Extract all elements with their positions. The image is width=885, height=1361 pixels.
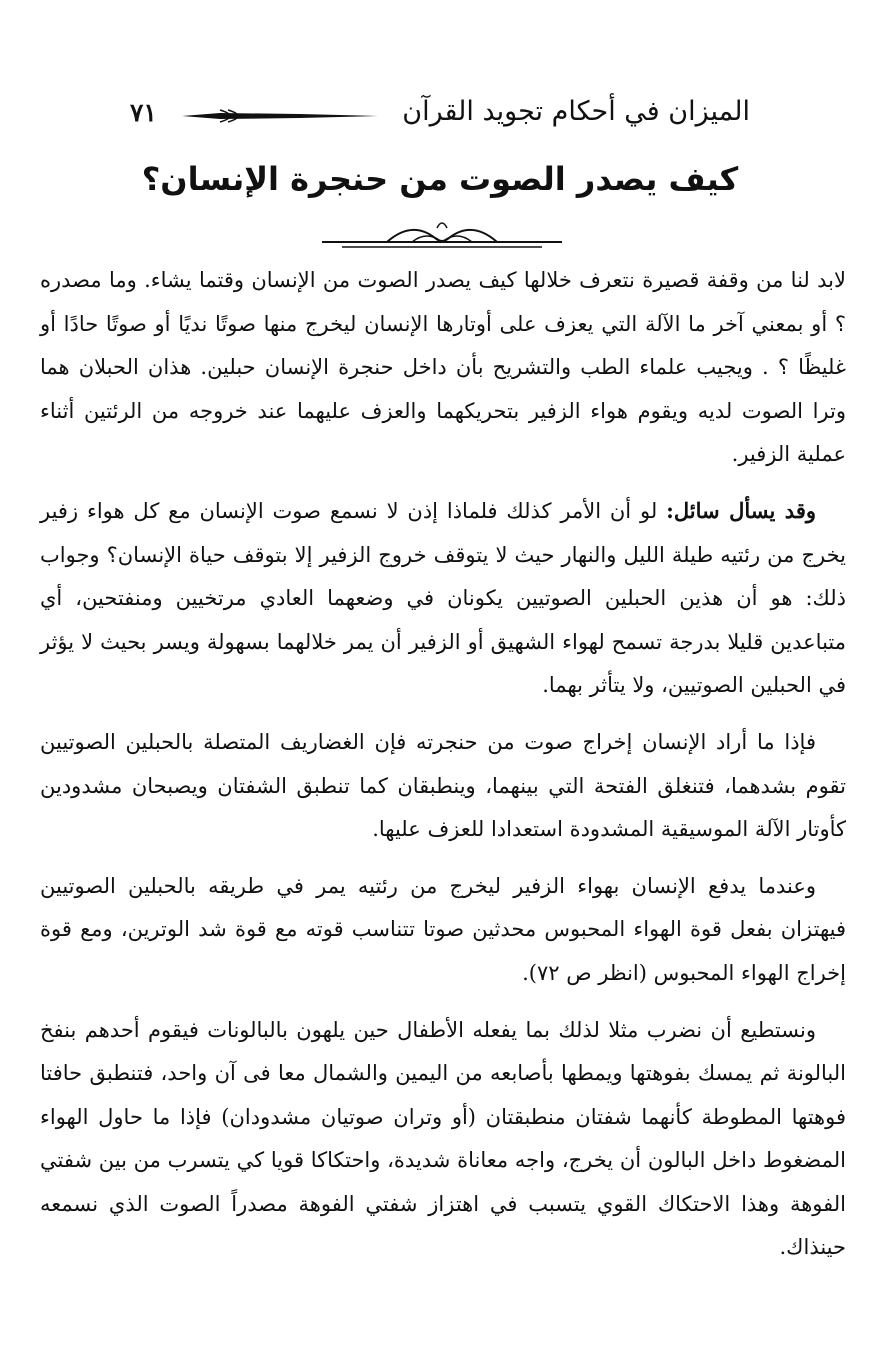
paragraph-text: لابد لنا من وقفة قصيرة نتعرف خلالها كيف يصدر الصوت من الإنسان وقتما يشاء. وما مصدره ؟ أو بمعني آخر ما الآلة التي يعزف على أوتارها الإنسان ليخرج منها صوتًا نديًا أو صوتًا حادًا أو غليظًا ؟ . ويجيب علماء الطب والتشريح بأن داخل حنجرة الإنسان حبلين. هذان الحبلان هما وترا الصوت لديه ويقوم هواء الزفير بتحريكهما والعزف عليهما عند خروجه من الرئتين أثناء عملية الزفير. [40, 268, 846, 467]
paragraph-lead: وقد يسأل سائل: [666, 497, 816, 523]
running-header [130, 92, 750, 142]
page-number: ٧١ [130, 98, 157, 127]
body-text [40, 258, 846, 1282]
paragraph-3 [40, 720, 846, 852]
title-ornament-icon [317, 216, 567, 256]
chapter-title: كيف يصدر الصوت من حنجرة الإنسان؟ [141, 160, 739, 198]
paragraph-text: لو أن الأمر كذلك فلماذا إذن لا نسمع صوت الإنسان مع كل هواء زفير يخرج من رئتيه طيلة الليل والنهار حيث لا يتوقف خروج الزفير إلا بتوقف حياة الإنسان؟ وجواب ذلك: هو أن هذين الحبلين الصوتيين يكونان في وضعهما العادي مرتخيين ومنفتحين، أي متباعدين قليلا بدرجة تسمح لهواء الشهيق أو الزفير أن يمر خلالهما بسهولة ويسر بحيث لا يؤثر في الحبلين الصوتيين، ولا يتأثر بهما. [40, 498, 846, 698]
paragraph-text: وعندما يدفع الإنسان بهواء الزفير ليخرج من رئتيه يمر في طريقه بالحبلين الصوتيين فيهتزان بفعل قوة الهواء المحبوس محدثين صوتا تتناسب قوته مع قوة شد الوترين، ومع قوة إخراج الهواء المحبوس (انظر ص ٧٢). [40, 873, 846, 985]
header-ornament-icon [180, 106, 380, 126]
paragraph-5 [40, 1008, 846, 1271]
paragraph-text: فإذا ما أراد الإنسان إخراج صوت من حنجرته فإن الغضاريف المتصلة بالحبلين الصوتيين تقوم بشدهما، فتنغلق الفتحة التي بينهما، وينطبقان كما تنطبق الشفتان ويصبحان مشدودين كأوتار الآلة الموسيقية المشدودة استعدادا للعزف عليها. [40, 729, 846, 842]
paragraph-4 [40, 864, 846, 996]
running-title: الميزان في أحكام تجويد القرآن [402, 96, 750, 127]
paragraph-text: ونستطيع أن نضرب مثلا لذلك بما يفعله الأطفال حين يلهون بالبالونات فيقوم أحدهم بنفخ البالونة ثم يمسك بفوهتها ويمطها بأصابعه من اليمين والشمال معا فى آن واحد، فتنطبق حافتا فوهتها المطوطة كأنهما شفتان منطبقتان (أو وتران صوتيان مشدودان) فإذا ما حاول الهواء المضغوط داخل البالون أن يخرج، واجه معاناة شديدة، واحتكاكا قويا كي يتسرب من بين شفتي الفوهة وهذا الاحتكاك القوي يتسبب في اهتزاز شفتي الفوهة مصدراً الصوت الذي نسمعه حينذاك. [40, 1017, 846, 1260]
paragraph-2 [40, 489, 846, 708]
paragraph-1 [40, 258, 846, 477]
